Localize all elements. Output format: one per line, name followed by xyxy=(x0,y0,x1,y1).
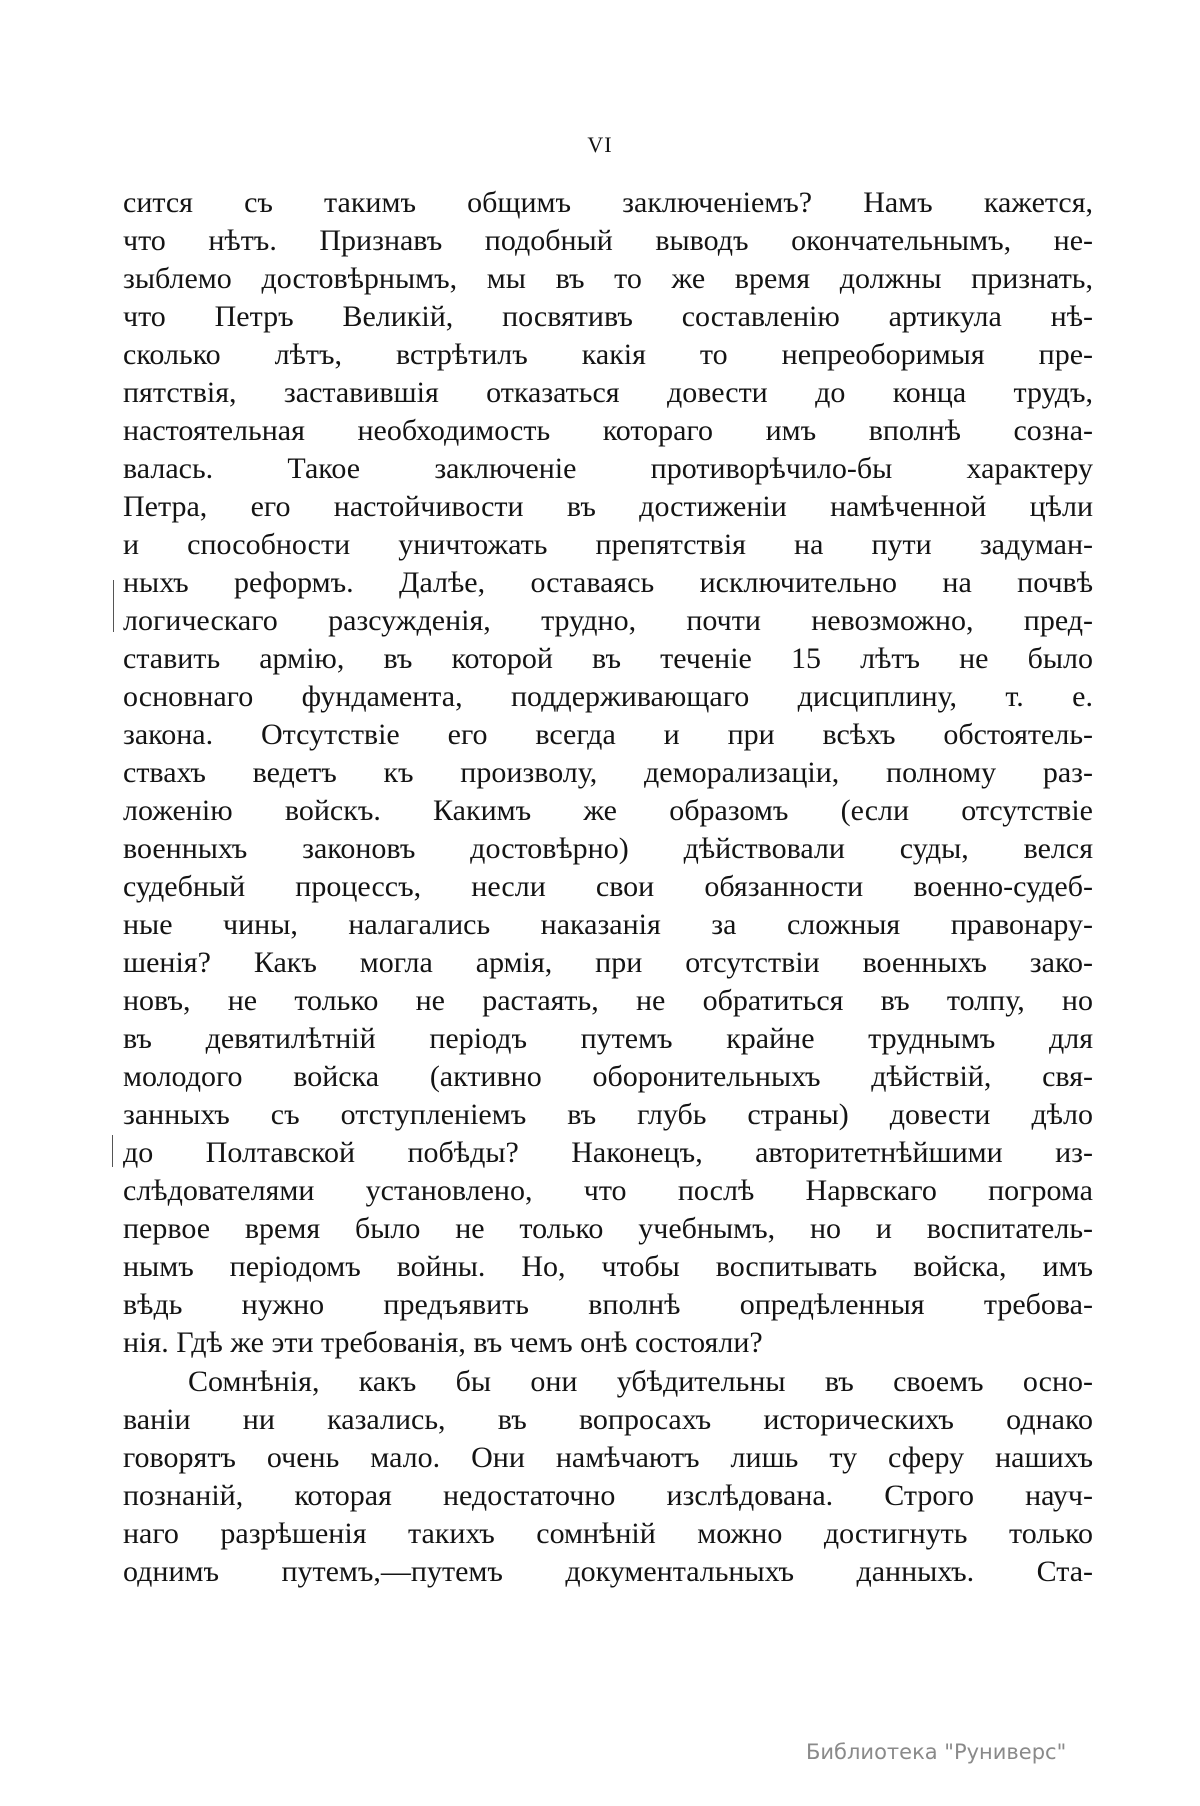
text-line: ставить армію, въ которой въ теченіе 15 лѣтъ не было xyxy=(123,642,1093,675)
text-line: ные чины, налагались наказанія за сложныя правонару- xyxy=(123,908,1093,941)
text-line: и способности уничтожать препятствія на пути задуман- xyxy=(123,528,1093,561)
text-line: основнаго фундамента, поддерживающаго дисциплину, т. е. xyxy=(123,680,1093,713)
text-line: до Полтавской побѣды? Наконецъ, авторитетнѣйшими из- xyxy=(123,1136,1093,1169)
text-line: Петра, его настойчивости въ достиженіи намѣченной цѣли xyxy=(123,490,1093,523)
text-line: логическаго разсужденія, трудно, почти невозможно, пред- xyxy=(123,604,1093,637)
text-line: Сомнѣнія, какъ бы они убѣдительны въ своемъ осно- xyxy=(188,1365,1093,1398)
text-line: шенія? Какъ могла армія, при отсутствіи военныхъ зако- xyxy=(123,946,1093,979)
text-line: пятствія, заставившія отказаться довести до конца трудъ, xyxy=(123,376,1093,409)
paragraph xyxy=(123,184,1093,1362)
text-line: судебный процессъ, несли свои обязанности военно-судеб- xyxy=(123,870,1093,903)
text-line: валась. Такое заключеніе противорѣчило-бы характеру xyxy=(123,452,1093,485)
text-line: что Петръ Великій, посвятивъ составленію артикула нѣ- xyxy=(123,300,1093,333)
paragraph xyxy=(123,1363,1093,1591)
body-text xyxy=(123,184,1093,1591)
text-line: сится съ такимъ общимъ заключеніемъ? Намъ кажется, xyxy=(123,186,1093,219)
text-line: молодого войска (активно оборонительныхъ дѣйствій, свя- xyxy=(123,1060,1093,1093)
page-number: VI xyxy=(587,132,613,157)
text-line: ствахъ ведетъ къ произволу, деморализаціи, полному раз- xyxy=(123,756,1093,789)
text-line: слѣдователями установлено, что послѣ Нарвскаго погрома xyxy=(123,1174,1093,1207)
text-line: первое время было не только учебнымъ, но и воспитатель- xyxy=(123,1212,1093,1245)
text-line: познаній, которая недостаточно изслѣдована. Строго науч- xyxy=(123,1479,1093,1512)
text-line: нія. Гдѣ же эти требованія, въ чемъ онѣ состояли? xyxy=(123,1326,763,1359)
text-line: зыблемо достовѣрнымъ, мы въ то же время должны признать, xyxy=(123,262,1093,295)
text-line: настоятельная необходимость котораго имъ вполнѣ созна- xyxy=(123,414,1093,447)
text-line: ваніи ни казались, въ вопросахъ историческихъ однако xyxy=(123,1403,1093,1436)
text-line: ложенію войскъ. Какимъ же образомъ (если отсутствіе xyxy=(123,794,1093,827)
text-line: говорятъ очень мало. Они намѣчаютъ лишь ту сферу нашихъ xyxy=(123,1441,1093,1474)
text-line: нымъ періодомъ войны. Но, чтобы воспитывать войска, имъ xyxy=(123,1250,1093,1283)
text-line: однимъ путемъ,—путемъ документальныхъ данныхъ. Ста- xyxy=(123,1555,1093,1588)
text-line: вѣдь нужно предъявить вполнѣ опредѣленныя требова- xyxy=(123,1288,1093,1321)
text-line: новъ, не только не растаять, не обратиться въ толпу, но xyxy=(123,984,1093,1017)
text-line: ныхъ реформъ. Далѣе, оставаясь исключительно на почвѣ xyxy=(123,566,1093,599)
text-line: закона. Отсутствіе его всегда и при всѣхъ обстоятель- xyxy=(123,718,1093,751)
text-line: занныхъ съ отступленіемъ въ глубь страны) довести дѣло xyxy=(123,1098,1093,1131)
margin-mark xyxy=(113,580,114,632)
text-line: военныхъ законовъ достовѣрно) дѣйствовали суды, велся xyxy=(123,832,1093,865)
text-line: наго разрѣшенія такихъ сомнѣній можно достигнуть только xyxy=(123,1517,1093,1550)
text-line: сколько лѣтъ, встрѣтилъ какія то непреоборимыя пре- xyxy=(123,338,1093,371)
text-line: что нѣтъ. Признавъ подобный выводъ окончательнымъ, не- xyxy=(123,224,1093,257)
text-line: въ девятилѣтній періодъ путемъ крайне труднымъ для xyxy=(123,1022,1093,1055)
margin-mark xyxy=(112,1135,113,1167)
library-watermark: Библиотека "Руниверс" xyxy=(806,1740,1067,1764)
